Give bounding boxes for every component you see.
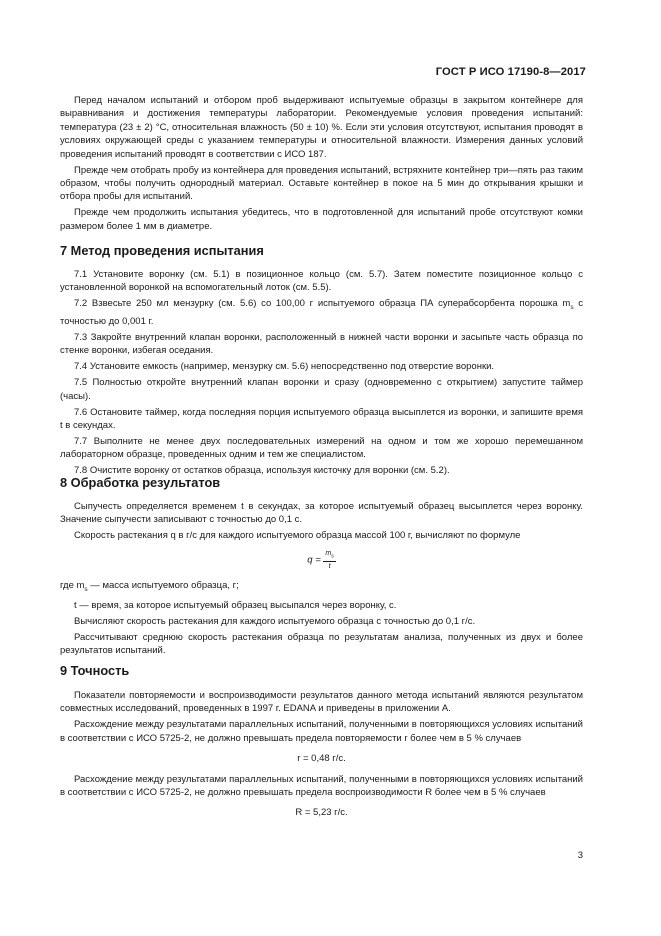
intro-block xyxy=(60,94,583,236)
section-8-paragraph-3: Вычисляют скорость растекания для каждого испытуемого образца с точностью до 0,1 г/с. xyxy=(74,615,476,627)
item-7-3: 7.3 Закройте внутренний клапан воронки, расположенный в нижней части воронки и засыпьте часть образца по стенке воронки, избегая оседания. xyxy=(60,331,583,357)
item-7-1: 7.1 Установите воронку (см. 5.1) в позиционное кольцо (см. 5.7). Затем поместите позиционное кольцо с установленной воронкой на вспомогательный лоток (см. 5.5). xyxy=(60,269,583,294)
section-8-title: 8 Обработка результатов xyxy=(60,475,221,490)
section-9-title: 9 Точность xyxy=(60,663,130,678)
section-8-paragraph-4: Рассчитывают среднюю скорость растекания образца по результатам анализа, полученных из двух и более результатов испытаний. xyxy=(60,631,583,657)
standard-header: ГОСТ Р ИСО 17190-8—2017 xyxy=(435,66,586,78)
page-number: 3 xyxy=(577,850,583,861)
section-7-title: 7 Метод проведения испытания xyxy=(60,243,264,258)
section-9-paragraph-1: Показатели повторяемости и воспроизводимости результатов данного метода испытаний являются результатом совместных исследований, проведенных в 1997 г. EDANA и приведены в приложении А. xyxy=(60,690,583,715)
reproducibility-limit: R = 5,23 г/с. xyxy=(295,807,348,819)
intro-paragraph-1: Перед началом испытаний и отбором проб выдерживают испытуемые образцы в закрытом контейнере для выравнивания и достижения температуры лаборатории. Рекомендуемые условия проведения испытаний: температура (23 ± 2) °C, относительная влажность (50 ± 10) %. Если эти условия отсутствуют, испытания проводят в условиях окружающей среды с указанием температуры и относительной влажности. Измерения данных условий проведения испытаний проводят в соответствии с ИСО 187. xyxy=(60,95,583,160)
section-8-paragraph-2: Скорость растекания q в г/с для каждого испытуемого образца массой 100 г, вычисляют по формуле xyxy=(74,530,521,542)
item-7-8: 7.8 Очистите воронку от остатков образца, используя кисточку для воронки (см. 5.2). xyxy=(74,465,450,477)
intro-paragraph-3: Прежде чем продолжить испытания убедитесь, что в подготовленной для испытаний пробе отсутствуют комки размером более 1 мм в диаметре. xyxy=(60,207,583,232)
section-9-body xyxy=(60,689,583,827)
section-9-paragraph-2: Расхождение между результатами параллельных испытаний, полученными в повторяющихся условиях испытаний в соответствии с ИСО 5725-2, не должно превышать предела повторяемости r более чем в 5 % случаев xyxy=(60,719,583,744)
where-mass: где $m_s$ — масса испытуемого образца, г; xyxy=(60,579,239,593)
section-9-paragraph-3: Расхождение между результатами параллельных испытаний, полученными в повторяющихся условиях испытаний в соответствии с ИСО 5725-2, не должно превышать предела воспроизводимости R более чем в 5 % случаев xyxy=(60,773,583,799)
item-7-6: 7.6 Остановите таймер, когда последняя порция испытуемого образца высыплется из воронки, и запишите время t в секундах. xyxy=(60,406,583,431)
flow-rate-formula xyxy=(60,549,583,573)
intro-paragraph-2: Прежде чем отобрать пробу из контейнера для проведения испытаний, встряхните контейнер три—пять раз таким образом, чтобы получить однородный материал. Оставьте контейнер в покое на 5 мин до открывания крышки и отбора пробы для испытаний. xyxy=(60,164,583,203)
item-7-2: 7.2 Взвесьте 250 мл мензурку (см. 5.6) со 100,00 г испытуемого образца ПА суперабсорбента порошка $m_s$ с точностью до 0,001 г. xyxy=(60,298,584,327)
section-8-body xyxy=(60,500,583,660)
where-time: t — время, за которое испытуемый образец высыпался через воронку, с. xyxy=(74,599,397,611)
section-8-paragraph-1: Сыпучесть определяется временем t в секундах, за которое испытуемый образец высыплется через воронку. Значение сыпучести записывают с точностью до 0,1 с. xyxy=(60,501,583,526)
item-7-5: 7.5 Полностью откройте внутренний клапан воронки и сразу (одновременно с открытием) запустите таймер (часы). xyxy=(60,377,583,402)
repeatability-limit: r = 0,48 г/с. xyxy=(297,753,346,765)
section-7-body xyxy=(60,268,583,480)
item-7-4: 7.4 Установите емкость (например, мензурку см. 5.6) непосредственно под отверстие воронки. xyxy=(74,361,495,373)
formula-lhs: q = xyxy=(307,554,321,566)
item-7-7: 7.7 Выполните не менее двух последовательных измерений на одном и том же хорошо перемешанном лабораторном образце, проведенных одним и тем же специалистом. xyxy=(60,435,583,461)
formula-fraction: $\frac{m_s}{t}$ xyxy=(325,549,334,571)
